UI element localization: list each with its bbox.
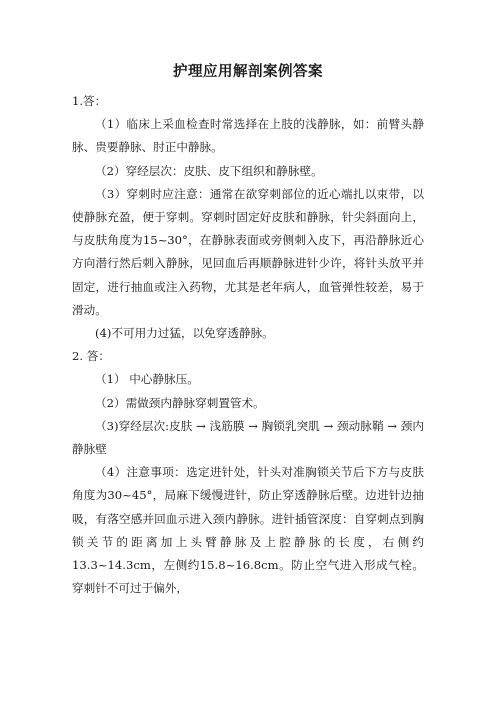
answer-1	[72, 90, 424, 345]
answer-2	[72, 345, 424, 600]
answer-2-paragraph-1: （1） 中心静脉压。	[95, 372, 199, 387]
answer-2-paragraph-4: （4）注意事项：选定进针处，针头对准胸锁关节后下方与皮肤角度为30~45°，局麻下缓慢进针，防止穿透静脉后壁。边进针边抽吸，有落空感并回血示进入颈内静脉。进针插管深度：自穿刺点到胸锁关节的距离加上头臂静脉及上腔静脉的长度，右侧约13.3~14.3cm，左侧约15.8~16.8cm。防止空气进入形成气栓。穿刺针不可过于偏外，	[72, 465, 424, 596]
answer-1-paragraph-3: （3）穿刺时应注意：通常在欲穿刺部位的近心端扎以束带，以使静脉充盈，便于穿刺。穿刺时固定好皮肤和静脉，针尖斜面向上，与皮肤角度为15~30°，在静脉表面或旁侧刺入皮下，再沿静脉近心方向潜行然后刺入静脉，见回血后再顺静脉进针少许，将针头放平并固定，进行抽血或注入药物，尤其是老年病人，血管弹性较差，易于滑动。	[72, 186, 424, 317]
answer-1-label: 1.答：	[72, 94, 107, 108]
answer-1-paragraph-4: (4)不可用力过猛，以免穿透静脉。	[95, 326, 274, 341]
document-title: 护理应用解剖案例答案	[173, 64, 323, 80]
answer-2-paragraph-2: （2）需做颈内静脉穿刺置管术。	[95, 395, 265, 410]
answer-1-paragraph-2: （2）穿经层次：皮肤、皮下组织和静脉壁。	[95, 163, 323, 178]
answer-2-label: 2. 答：	[72, 349, 110, 364]
answer-2-paragraph-3: （3)穿经层次:皮肤 → 浅筋膜 → 胸锁乳突肌 → 颈动脉鞘 → 颈内静脉壁	[72, 418, 424, 457]
answer-1-paragraph-1: （1）临床上采血检查时常选择在上肢的浅静脉，如：前臂头静脉、贵要静脉、肘正中静脉。	[72, 117, 424, 155]
